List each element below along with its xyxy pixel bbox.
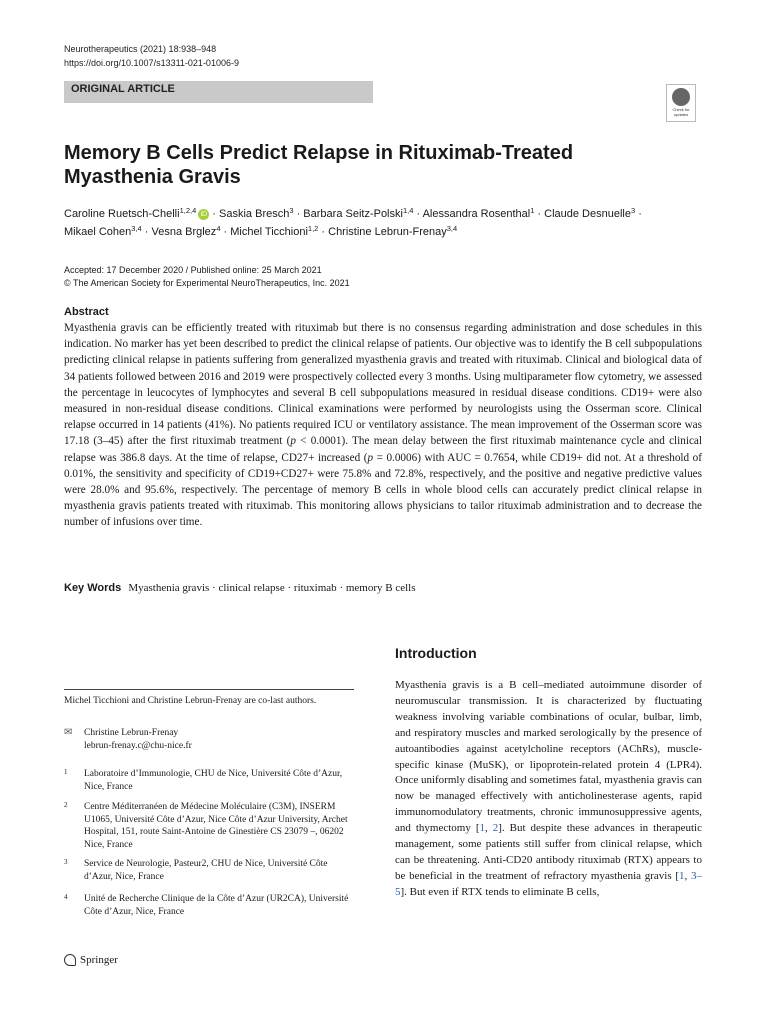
author-name[interactable]: Caroline Ruetsch-Chelli	[64, 208, 180, 220]
introduction-text	[395, 678, 702, 901]
affiliation-number: 4	[64, 893, 68, 901]
affiliation-text: Service de Neurologie, Pasteur2, CHU de Nice, Université Côte d’Azur, Nice, France	[84, 859, 328, 882]
intro-segment: ]. But despite these advances in therapeutic management, some patients still suffer from clinical relapse, which can be threatening. Anti-CD20 antibody rituximab (RTX) appears to be beneficial in the treatment of refractory myasthenia gravis [	[395, 822, 702, 882]
author-affiliation-marker: 3,4	[446, 224, 458, 233]
author-affiliation-marker: 3,4	[131, 224, 142, 233]
abstract-heading: Abstract	[64, 306, 109, 318]
corresponding-name: Christine Lebrun-Frenay	[84, 728, 179, 738]
intro-segment: Myasthenia gravis is a B cell–mediated autoimmune disorder of neuromuscular transmission. It is characterized by fluctuating weakness involving variable combinations of ocular, bulbar, limb, and respiratory muscles and marked serologically by the presence of autoantibodies against acetylcholine receptors (AChRs), muscle-specific kinase (MuSK), or lipoprotein-related protein 4 (LPR4). Once uniformly disabling and sometimes fatal, myasthenia gravis can now be managed effectively with anticholinesterase agents, rapid immunomodulatory treatments, chronic immunosuppressive agents, and thymectomy [	[395, 679, 703, 835]
keyword: clinical relapse	[218, 582, 285, 594]
author-affiliation-marker: 3	[289, 206, 294, 215]
keyword: memory B cells	[345, 582, 416, 594]
keyword-separator: ·	[336, 582, 346, 594]
author-name[interactable]: Saskia Bresch	[219, 208, 290, 220]
author-affiliation-marker: 3	[630, 206, 636, 215]
intro-segment: ]. But even if RTX tends to eliminate B cells,	[400, 885, 600, 898]
p-value-symbol: p	[290, 435, 296, 448]
author-affiliation-marker: 1,4	[402, 206, 414, 215]
abstract-segment: < 0.0001). The mean delay between the first rituximab maintenance cycle and clinical relapse was 386.8 days. At the time of relapse, CD27+ increased (	[64, 435, 702, 464]
author-name[interactable]: Vesna Brglez	[151, 226, 217, 238]
article-title	[64, 141, 584, 189]
abstract-text	[64, 320, 702, 531]
intro-segment: ,	[684, 869, 691, 882]
keywords-label: Key Words	[64, 582, 122, 594]
envelope-icon: ✉	[64, 727, 73, 738]
p-value-symbol: p	[367, 451, 374, 464]
citation-link[interactable]: 3–5	[395, 869, 702, 898]
author-name[interactable]: Mikael Cohen	[64, 226, 132, 238]
keyword-separator: ·	[209, 582, 219, 594]
affiliation-number: 1	[64, 768, 68, 776]
corresponding-email[interactable]: lebrun-frenay.c@chu-nice.fr	[84, 740, 192, 751]
citation-link[interactable]: 2	[492, 822, 499, 835]
keyword-separator: ·	[284, 582, 294, 594]
affiliation-number: 2	[64, 801, 68, 809]
article-type-banner: ORIGINAL ARTICLE	[64, 81, 373, 103]
introduction-heading: Introduction	[395, 645, 477, 661]
affiliation-number: 3	[64, 858, 68, 866]
abstract-segment: Myasthenia gravis can be efficiently treated with rituximab but there is no consensus regarding administration and dose schedules in this indication. No marker has yet been described to predict the clinical relapse of patients. Our objective was to identify the B cell subpopulations predicting clinical relapse in patients suffering from generalized myasthenia gravis and treated with rituximab. Clinical and biological data of 34 patients followed between 2016 and 2019 were prospectively collected every 3 months. Using multiparameter flow cytometry, we assessed the percentage in leucocytes of lymphocytes and several B cell subpopulations measured in residual disease conditions. CD19+ were also measured in non-residual disease conditions. Clinical examinations were performed by neurologists using the Osserman score. Clinical relapse occurred in 14 patients (41%). No patients required ICU or ventilatory assistance. The mean improvement of the Osserman score was 17.18 (3–45) after the first rituximab treatment (	[64, 322, 702, 448]
abstract-segment: = 0.0006) with AUC = 0.7654, while CD19+ did not. At a threshold of 0.01%, the sensitivity and specificity of CD19+CD27+ were 75.8% and 72.8%, respectively, and the positive and negative predictive values were 28.0% and 95.6%, respectively. The percentage of memory B cells in whole blood cells can accurately predict clinical relapse in myasthenia gravis patients treated with rituximab. This monitoring allows physicians to tailor rituximab administration and to decrease the number of infusions over time.	[64, 451, 702, 529]
intro-segment: ,	[485, 822, 493, 835]
check-for-updates-badge[interactable]	[666, 84, 696, 122]
journal-citation: Neurotherapeutics (2021) 18:938–948	[64, 44, 217, 54]
keyword: rituximab	[293, 582, 337, 594]
doi-link[interactable]: https://doi.org/10.1007/s13311-021-01006-9	[64, 58, 239, 68]
orcid-icon[interactable]: iD	[198, 209, 209, 220]
title-line-2: Myasthenia Gravis	[64, 166, 241, 188]
accepted-published-dates: Accepted: 17 December 2020 / Published online: 25 March 2021	[64, 265, 322, 275]
springer-horse-icon	[64, 954, 76, 966]
crossmark-label: Check for updates	[672, 107, 690, 117]
crossmark-icon	[672, 88, 690, 106]
author-name[interactable]: Claude Desnuelle	[544, 208, 631, 220]
author-name[interactable]: Christine Lebrun-Frenay	[328, 226, 447, 238]
journal-header	[64, 42, 239, 70]
publisher-name: Springer	[80, 954, 118, 966]
author-affiliation-marker: 1,2	[307, 224, 319, 233]
affiliation-text: Centre Méditerranéen de Médecine Moléculaire (C3M), INSERM U1065, Université Côte d’Azur, Nice Côte d’Azur University, Archet Hospital, 151, route Saint-Antoine de Ginestière CS 23079 –, 06202 Nice, France	[84, 802, 348, 851]
publisher-logo	[64, 952, 118, 968]
publication-dates	[64, 264, 350, 290]
author-affiliation-marker: 1	[530, 206, 535, 215]
co-last-authors-note: Michel Ticchioni and Christine Lebrun-Frenay are co-last authors.	[64, 696, 317, 706]
citation-link[interactable]: 1	[679, 869, 685, 882]
keyword: Myasthenia gravis	[128, 582, 210, 594]
affiliation-text: Unité de Recherche Clinique de la Côte d’Azur (UR2CA), Université Côte d’Azur, Nice, France	[84, 894, 349, 917]
author-name[interactable]: Alessandra Rosenthal	[422, 208, 531, 220]
title-line-1: Memory B Cells Predict Relapse in Rituximab-Treated	[64, 142, 574, 164]
affiliation-text: Laboratoire d’Immunologie, CHU de Nice, Université Côte d’Azur, Nice, France	[84, 769, 343, 792]
author-name[interactable]: Michel Ticchioni	[230, 226, 308, 238]
author-affiliation-marker: 4	[216, 224, 221, 233]
copyright-line: © The American Society for Experimental NeuroTherapeutics, Inc. 2021	[64, 278, 350, 288]
footnote-divider	[64, 689, 354, 690]
keywords	[64, 580, 416, 596]
author-name[interactable]: Barbara Seitz-Polski	[303, 208, 403, 220]
author-list: Caroline Ruetsch-Chelli$^{1,2,4}$ iD · Saskia Bresch$^3$ · Barbara Seitz-Polski$^{1,4}$ · Alessandra Rosenthal$^1$ · Claude Desnuelle$^3$ · Mikael Cohen$^{3,4}$ · Vesna Brglez$^4$ · Michel Ticchioni$^{1,2}$ · Christine Lebrun-Frenay$^{3,4}$	[64, 206, 642, 238]
author-affiliation-marker: 1,2,4	[179, 206, 197, 215]
citation-link[interactable]: 1	[479, 822, 486, 835]
